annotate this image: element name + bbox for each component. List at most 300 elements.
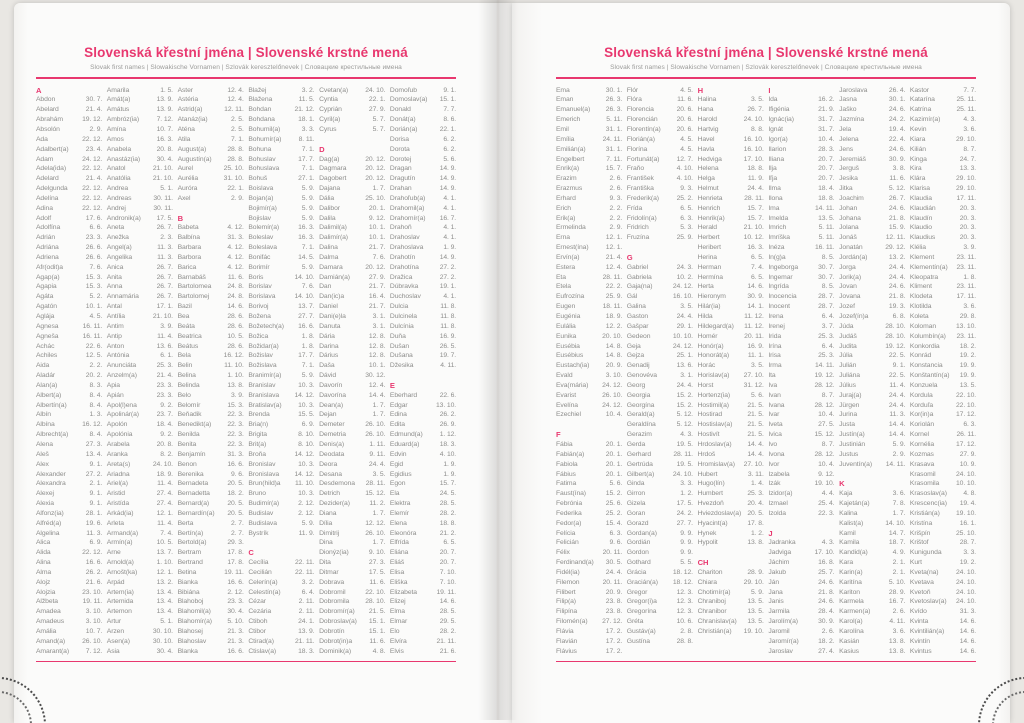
name-entry bbox=[839, 164, 905, 174]
name-entry bbox=[627, 460, 693, 470]
nameday-date: 24. 12. bbox=[602, 381, 623, 389]
name-entry bbox=[627, 420, 693, 430]
name-entry bbox=[556, 86, 622, 96]
nameday-date: 6. 5. bbox=[751, 273, 764, 281]
name-entry bbox=[36, 125, 102, 135]
nameday-date: 10. 10. bbox=[956, 480, 977, 488]
nameday-date: 21. 10. bbox=[152, 165, 173, 173]
name-entry bbox=[319, 253, 385, 263]
name-entry bbox=[910, 470, 976, 480]
name-label: Ján bbox=[768, 578, 780, 586]
nameday-date: 20. 1. bbox=[368, 204, 386, 212]
name-entry bbox=[107, 548, 173, 558]
nameday-date: 30. 10. bbox=[152, 637, 173, 645]
nameday-date: 5. 6. bbox=[609, 480, 623, 488]
name-entry bbox=[910, 558, 976, 568]
nameday-date: 17. 11. bbox=[956, 194, 977, 202]
name-label: Flóra bbox=[626, 96, 642, 104]
nameday-date: 26. 4. bbox=[888, 86, 906, 94]
row-spacer bbox=[248, 538, 314, 548]
name-entry bbox=[910, 361, 976, 371]
nameday-date: 7. 12. bbox=[156, 116, 173, 124]
name-entry bbox=[768, 450, 834, 460]
name-label: Havel bbox=[697, 135, 715, 143]
row-spacer bbox=[627, 243, 693, 253]
nameday-date: 6. 5. bbox=[751, 253, 764, 261]
name-entry bbox=[627, 194, 693, 204]
name-entry bbox=[910, 322, 976, 332]
name-label: Kristián(a) bbox=[909, 509, 940, 517]
name-label: Amadea bbox=[36, 608, 61, 616]
name-entry bbox=[556, 509, 622, 519]
name-label: Hrdoslav(a) bbox=[697, 440, 732, 448]
nameday-date: 23. 4. bbox=[85, 145, 103, 153]
name-label: Arnold(a) bbox=[106, 559, 134, 567]
section-letter: J bbox=[768, 528, 773, 538]
nameday-date: 3. 5. bbox=[680, 303, 693, 311]
nameday-date: 2. 5. bbox=[231, 125, 244, 133]
name-label: Ignác(ia) bbox=[768, 116, 794, 124]
name-label: Emanuel(a) bbox=[556, 106, 591, 114]
name-label: Izabela bbox=[768, 470, 790, 478]
name-entry bbox=[768, 164, 834, 174]
name-entry bbox=[910, 351, 976, 361]
name-label: Gabriela bbox=[626, 273, 652, 281]
name-entry bbox=[107, 489, 173, 499]
name-entry bbox=[319, 243, 385, 253]
nameday-date: 19. 10. bbox=[814, 480, 835, 488]
name-entry bbox=[698, 588, 764, 598]
name-label: Artemida bbox=[106, 598, 134, 606]
nameday-date: 20. 1. bbox=[605, 470, 623, 478]
name-entry bbox=[36, 548, 102, 558]
name-entry bbox=[178, 529, 244, 539]
nameday-date: 11. 4. bbox=[157, 519, 173, 527]
name-label: Ernest(ína) bbox=[556, 244, 589, 252]
nameday-date: 8. 4. bbox=[89, 431, 103, 439]
name-entry bbox=[768, 174, 834, 184]
nameday-date: 29. 1. bbox=[676, 322, 693, 330]
name-entry bbox=[248, 401, 314, 411]
name-label: Ivar bbox=[768, 411, 780, 419]
name-entry bbox=[627, 351, 693, 361]
nameday-date: 22. 1. bbox=[227, 185, 244, 193]
name-label: Herald bbox=[697, 224, 717, 232]
name-label: Dobrot(in)a bbox=[319, 637, 353, 645]
name-label: Kandid(a) bbox=[839, 549, 868, 557]
nameday-date: 25. 3. bbox=[747, 490, 764, 498]
name-label: Deora bbox=[319, 460, 338, 468]
name-label: Adina bbox=[36, 204, 53, 212]
nameday-date: 3. 6. bbox=[892, 490, 906, 498]
nameday-date: 22. 10. bbox=[956, 401, 977, 409]
nameday-date: 2. 2. bbox=[609, 204, 623, 212]
name-entry bbox=[107, 312, 173, 322]
nameday-date: 13. 9. bbox=[156, 96, 173, 104]
name-entry bbox=[319, 617, 385, 627]
name-label: Blanka bbox=[177, 647, 198, 655]
name-entry bbox=[390, 351, 456, 361]
nameday-date: 17. 5. bbox=[156, 214, 173, 222]
name-entry bbox=[107, 204, 173, 214]
nameday-date: 18. 8. bbox=[439, 519, 457, 527]
name-label: Brigita bbox=[248, 431, 267, 439]
name-label: Gerald(a) bbox=[626, 411, 655, 419]
name-label: Hermína bbox=[697, 273, 723, 281]
name-label: Koleta bbox=[909, 313, 929, 320]
nameday-date: 12. 4. bbox=[227, 86, 244, 94]
nameday-date: 24. 4. bbox=[676, 313, 693, 320]
name-entry bbox=[910, 145, 976, 155]
nameday-date: 15. 3. bbox=[227, 401, 244, 409]
nameday-date: 7. 6. bbox=[372, 253, 386, 261]
name-entry bbox=[556, 125, 622, 135]
name-label: Kveta(na) bbox=[909, 568, 939, 576]
name-label: Koloman bbox=[909, 322, 937, 330]
name-label: Fedor(a) bbox=[556, 519, 582, 527]
nameday-date: 24. 8. bbox=[227, 293, 244, 301]
name-label: Aurélia bbox=[177, 175, 199, 183]
nameday-date: 3. 1. bbox=[372, 322, 386, 330]
name-entry bbox=[178, 430, 244, 440]
name-label: Harold bbox=[697, 116, 717, 124]
name-entry bbox=[768, 637, 834, 647]
name-column bbox=[390, 86, 456, 658]
name-label: Aurel bbox=[177, 165, 193, 173]
name-entry bbox=[768, 342, 834, 352]
name-entry bbox=[839, 440, 905, 450]
name-label: Kastor bbox=[909, 86, 929, 94]
name-entry bbox=[248, 391, 314, 401]
name-label: Apolinár(a) bbox=[106, 411, 139, 419]
name-entry bbox=[178, 243, 244, 253]
nameday-date: 9. 9. bbox=[680, 549, 693, 557]
name-entry bbox=[556, 164, 622, 174]
nameday-date: 21. 11. bbox=[294, 637, 315, 645]
name-label: Hviezdoslav(a) bbox=[697, 509, 742, 517]
name-entry bbox=[698, 529, 764, 539]
name-label: Filipína bbox=[556, 608, 578, 616]
name-entry bbox=[107, 155, 173, 165]
nameday-date: 20. 8. bbox=[156, 145, 173, 153]
nameday-date: 14. 8. bbox=[605, 352, 623, 360]
name-entry bbox=[556, 588, 622, 598]
name-label: Bertold(a) bbox=[177, 539, 207, 547]
nameday-date: 17. 7. bbox=[298, 352, 315, 360]
nameday-date: 24. 8. bbox=[227, 283, 244, 291]
name-entry bbox=[36, 529, 102, 539]
nameday-date: 3. 10. bbox=[605, 372, 623, 380]
name-label: Alina bbox=[36, 559, 51, 567]
nameday-date: 13. 4. bbox=[156, 598, 173, 606]
name-label: Jozef bbox=[839, 303, 855, 311]
nameday-date: 27. 2. bbox=[439, 263, 457, 271]
name-entry bbox=[839, 86, 905, 96]
name-entry bbox=[178, 450, 244, 460]
name-entry bbox=[178, 401, 244, 411]
name-label: Bonifác bbox=[248, 253, 271, 261]
nameday-date: 31. 12. bbox=[743, 381, 764, 389]
name-label: Hilár(ia) bbox=[697, 303, 721, 311]
name-label: Jerguš bbox=[839, 165, 859, 173]
nameday-date: 5. 10. bbox=[227, 618, 244, 626]
nameday-date: 20. 5. bbox=[227, 509, 244, 517]
name-label: Anita bbox=[106, 273, 122, 281]
nameday-date: 21. 6. bbox=[85, 578, 103, 586]
name-entry bbox=[319, 105, 385, 115]
nameday-date: 20. 2. bbox=[85, 372, 103, 380]
name-label: Aristída bbox=[106, 500, 130, 508]
name-entry bbox=[910, 86, 976, 96]
name-entry bbox=[178, 637, 244, 647]
name-label: Bohuslav bbox=[248, 155, 276, 163]
name-label: Anna bbox=[106, 283, 123, 291]
nameday-date: 30. 9. bbox=[888, 155, 906, 163]
name-label: Božislav bbox=[248, 352, 273, 360]
name-label: Ita bbox=[768, 372, 776, 380]
name-entry bbox=[248, 95, 314, 105]
name-label: Drahotína bbox=[389, 263, 419, 271]
name-entry bbox=[36, 499, 102, 509]
nameday-date: 18. 1. bbox=[298, 116, 315, 124]
nameday-date: 25. 11. bbox=[956, 106, 977, 114]
nameday-date: 20. 10. bbox=[602, 332, 623, 340]
nameday-date: 15. 2. bbox=[605, 490, 623, 498]
name-label: Beňadik bbox=[177, 411, 202, 419]
name-entry bbox=[107, 361, 173, 371]
name-entry bbox=[248, 479, 314, 489]
name-entry bbox=[910, 381, 976, 391]
name-label: Konkordia bbox=[909, 342, 940, 350]
name-entry bbox=[390, 548, 456, 558]
nameday-date: 16. 12. bbox=[223, 352, 244, 360]
name-label: Aténa bbox=[177, 125, 195, 133]
name-label: Anežka bbox=[106, 234, 129, 242]
name-entry bbox=[627, 322, 693, 332]
name-label: Bratislav(a) bbox=[248, 401, 282, 409]
name-column bbox=[627, 86, 693, 658]
name-label: Berta bbox=[177, 519, 194, 527]
name-label: Alan(a) bbox=[36, 381, 58, 389]
nameday-date: 10. 4. bbox=[818, 411, 835, 419]
name-entry bbox=[248, 420, 314, 430]
name-label: Damara bbox=[319, 263, 343, 271]
name-label: Andrej bbox=[106, 204, 126, 212]
name-label: Flór bbox=[626, 86, 639, 94]
name-label: Erik(a) bbox=[556, 214, 576, 222]
name-label: Bela bbox=[177, 352, 191, 360]
name-label: Heribert bbox=[697, 244, 721, 252]
name-label: Krescenc(ia) bbox=[909, 500, 947, 508]
name-entry bbox=[248, 519, 314, 529]
name-label: Detrich bbox=[319, 490, 340, 498]
name-entry bbox=[839, 647, 905, 657]
nameday-date: 18. 2. bbox=[227, 490, 244, 498]
name-entry bbox=[698, 105, 764, 115]
nameday-date: 10. 1. bbox=[368, 234, 386, 242]
name-entry bbox=[107, 273, 173, 283]
nameday-date: 14. 10. bbox=[885, 519, 906, 527]
name-label: Fraňo bbox=[626, 165, 645, 173]
nameday-date: 20. 11. bbox=[744, 332, 764, 340]
name-entry bbox=[36, 647, 102, 657]
name-entry bbox=[556, 568, 622, 578]
nameday-date: 14. 9. bbox=[439, 165, 457, 173]
name-entry bbox=[556, 391, 622, 401]
name-label: Hvezdoň bbox=[697, 500, 724, 508]
nameday-date: 13. 2. bbox=[156, 578, 173, 586]
name-label: Kurt bbox=[909, 559, 922, 567]
nameday-date: 11. 4. bbox=[157, 332, 173, 340]
footer-rule bbox=[556, 661, 976, 663]
name-entry bbox=[910, 253, 976, 263]
nameday-date: 24. 4. bbox=[747, 185, 764, 193]
name-label: Edina bbox=[389, 411, 407, 419]
nameday-date: 28. 9. bbox=[888, 588, 906, 596]
name-entry bbox=[36, 391, 102, 401]
name-label: Jarolím(a) bbox=[768, 618, 798, 626]
name-label: Bernadetta bbox=[177, 490, 210, 498]
nameday-date: 9. 1. bbox=[89, 490, 103, 498]
nameday-date: 14. 6. bbox=[959, 628, 977, 635]
nameday-date: 25. 6. bbox=[605, 500, 623, 508]
nameday-date: 6. 9. bbox=[301, 421, 315, 429]
name-label: Krasava bbox=[909, 460, 935, 468]
name-label: Kor(in)a bbox=[909, 411, 934, 419]
name-label: Andreas bbox=[106, 194, 132, 202]
name-entry bbox=[36, 342, 102, 352]
name-entry bbox=[698, 223, 764, 233]
name-entry bbox=[556, 637, 622, 647]
name-label: Erazmus bbox=[556, 185, 583, 193]
name-label: Fábia bbox=[556, 440, 573, 448]
name-label: Drahomír(a) bbox=[389, 214, 426, 222]
nameday-date: 20. 12. bbox=[365, 165, 386, 173]
name-label: Klarisa bbox=[909, 185, 930, 193]
name-label: Aneta bbox=[106, 224, 125, 232]
name-entry bbox=[319, 194, 385, 204]
nameday-date: 16. 11. bbox=[82, 332, 103, 340]
name-entry bbox=[319, 578, 385, 588]
name-label: Albertín(a) bbox=[36, 401, 67, 409]
name-label: Cecília bbox=[248, 559, 269, 567]
name-entry bbox=[556, 499, 622, 509]
name-entry bbox=[107, 401, 173, 411]
name-entry bbox=[556, 371, 622, 381]
nameday-date: 19. 6. bbox=[85, 519, 103, 527]
nameday-date: 9. 6. bbox=[231, 470, 244, 478]
name-label: Gracián(a) bbox=[626, 578, 658, 586]
nameday-date: 14. 10. bbox=[294, 273, 315, 281]
name-entry bbox=[390, 243, 456, 253]
name-entry bbox=[910, 538, 976, 548]
name-label: Klára bbox=[909, 175, 926, 183]
name-entry bbox=[178, 519, 244, 529]
row-spacer bbox=[178, 204, 244, 214]
name-entry bbox=[36, 214, 102, 224]
name-entry bbox=[248, 470, 314, 480]
name-label: Ivo bbox=[768, 440, 778, 448]
nameday-date: 5. 6. bbox=[751, 391, 764, 399]
name-entry bbox=[319, 401, 385, 411]
nameday-date: 1. 9. bbox=[443, 460, 457, 468]
nameday-date: 23. 10. bbox=[82, 588, 103, 596]
name-label: Dušan bbox=[389, 342, 410, 350]
name-entry bbox=[178, 568, 244, 578]
nameday-date: 13. 9. bbox=[298, 628, 315, 635]
name-entry bbox=[390, 135, 456, 145]
name-label: Elvis bbox=[389, 647, 404, 655]
name-entry bbox=[556, 194, 622, 204]
nameday-date: 7. 8. bbox=[892, 500, 906, 508]
name-entry bbox=[319, 263, 385, 273]
name-entry bbox=[839, 381, 905, 391]
name-label: Krasomila bbox=[909, 480, 940, 488]
name-entry bbox=[910, 627, 976, 637]
name-label: Július bbox=[839, 381, 856, 389]
nameday-date: 11. 2. bbox=[369, 500, 386, 508]
name-label: Galina bbox=[626, 303, 646, 311]
nameday-date: 5. 11. bbox=[606, 116, 623, 124]
name-entry bbox=[627, 115, 693, 125]
nameday-date: 30. 9. bbox=[747, 293, 764, 301]
nameday-date: 30. 12. bbox=[365, 372, 386, 380]
nameday-date: 19. 4. bbox=[959, 500, 977, 508]
name-label: Bibiána bbox=[177, 588, 200, 596]
nameday-date: 20. 7. bbox=[818, 155, 835, 163]
name-label: Juventín(a) bbox=[839, 460, 873, 468]
name-label: Horác bbox=[697, 362, 716, 370]
name-label: Kliment bbox=[909, 283, 932, 291]
nameday-date: 3. 9. bbox=[160, 322, 173, 330]
name-label: Imrich bbox=[768, 224, 787, 232]
nameday-date: 21. 9. bbox=[818, 106, 835, 114]
name-entry bbox=[839, 204, 905, 214]
name-entry bbox=[698, 233, 764, 243]
nameday-date: 11. 6. bbox=[369, 637, 386, 645]
name-entry bbox=[390, 145, 456, 155]
name-entry bbox=[556, 440, 622, 450]
name-entry bbox=[36, 194, 102, 204]
nameday-date: 27. 7. bbox=[298, 313, 315, 320]
nameday-date: 24. 6. bbox=[888, 283, 906, 291]
name-label: Gejza bbox=[626, 352, 645, 360]
name-entry bbox=[248, 568, 314, 578]
name-entry bbox=[107, 233, 173, 243]
name-label: Jorga bbox=[839, 263, 856, 271]
nameday-date: 19. 3. bbox=[888, 303, 906, 311]
nameday-date: 12. 1. bbox=[605, 234, 623, 242]
name-label: Hostimil(a) bbox=[697, 401, 729, 409]
name-entry bbox=[390, 529, 456, 539]
name-entry bbox=[627, 273, 693, 283]
name-entry bbox=[839, 420, 905, 430]
nameday-date: 21. 7. bbox=[368, 303, 386, 311]
name-entry bbox=[319, 391, 385, 401]
name-entry bbox=[248, 322, 314, 332]
nameday-date: 20. 6. bbox=[676, 116, 693, 124]
nameday-date: 20. 8. bbox=[156, 440, 173, 448]
nameday-date: 11. 3. bbox=[157, 253, 173, 261]
name-entry bbox=[698, 607, 764, 617]
name-entry bbox=[319, 125, 385, 135]
name-entry bbox=[698, 125, 764, 135]
name-label: Aristid bbox=[106, 490, 125, 498]
nameday-date: 11. 6. bbox=[369, 578, 386, 586]
nameday-date: 22. 5. bbox=[888, 372, 906, 380]
name-label: Františka bbox=[626, 185, 654, 193]
name-entry bbox=[319, 627, 385, 637]
